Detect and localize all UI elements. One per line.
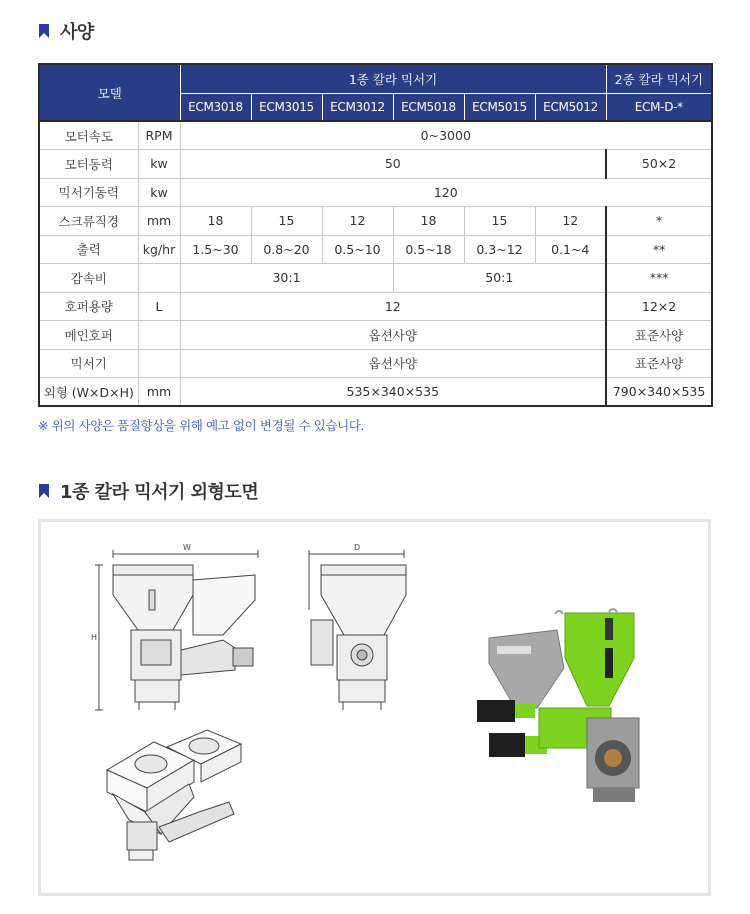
- table-row: [39, 378, 712, 407]
- row-unit: [138, 349, 180, 378]
- front-view-drawing: [93, 540, 293, 720]
- table-row: [39, 292, 712, 321]
- row-cell: 0.5~18: [393, 235, 464, 264]
- table-row: [39, 235, 712, 264]
- table-row: [39, 349, 712, 378]
- row-cell: 15: [464, 207, 535, 236]
- row-cell: 18: [180, 207, 251, 236]
- row-unit: [138, 321, 180, 350]
- spec-table: [38, 63, 713, 407]
- row-label: 출력: [39, 235, 138, 264]
- row-unit: mm: [138, 378, 180, 407]
- dim-h-label: H: [91, 633, 98, 642]
- row-value: 30:1: [180, 264, 393, 293]
- row-value2: 표준사양: [606, 321, 712, 350]
- isometric-drawing: [99, 722, 284, 872]
- drawing-section-title: [38, 478, 258, 504]
- row-cell: 0.1~4: [535, 235, 606, 264]
- table-row: [39, 178, 712, 207]
- row-value: 옵션사양: [180, 349, 606, 378]
- model-header: 모델: [39, 64, 180, 121]
- row-cell: 12: [535, 207, 606, 236]
- row-value2: 50×2: [606, 150, 712, 179]
- row-label: 믹서기동력: [39, 178, 138, 207]
- row-unit: [138, 264, 180, 293]
- spec-change-note: ※ 위의 사양은 품질향상을 위해 예고 없이 변경될 수 있습니다.: [38, 418, 365, 433]
- row-value2: ***: [606, 264, 712, 293]
- row-cell: 12: [322, 207, 393, 236]
- drawing-title-text: 1종 칼라 믹서기 외형도면: [60, 482, 259, 503]
- row-cell: 15: [251, 207, 322, 236]
- row-label: 믹서기: [39, 349, 138, 378]
- side-view-drawing: [299, 540, 449, 720]
- row-label: 외형 (W×D×H): [39, 378, 138, 407]
- row-value: 12: [180, 292, 606, 321]
- row-label: 스크류직경: [39, 207, 138, 236]
- bookmark-flag-icon: [38, 483, 50, 499]
- dim-w-label: W: [183, 543, 191, 552]
- row-value2: 790×340×535: [606, 378, 712, 407]
- row-label: 메인호퍼: [39, 321, 138, 350]
- row-value: 120: [180, 178, 712, 207]
- row-unit: RPM: [138, 121, 180, 150]
- row-unit: L: [138, 292, 180, 321]
- table-row: [39, 121, 712, 150]
- model-name: ECM3015: [251, 93, 322, 121]
- model2-name: ECM-D-*: [606, 93, 712, 121]
- row-label: 호퍼용량: [39, 292, 138, 321]
- row-cell: 18: [393, 207, 464, 236]
- row-cell: 0.8~20: [251, 235, 322, 264]
- row-label: 감속비: [39, 264, 138, 293]
- row-label: 모터속도: [39, 121, 138, 150]
- row-unit: kg/hr: [138, 235, 180, 264]
- row-cell: 0.3~12: [464, 235, 535, 264]
- dim-d-label: D: [354, 543, 361, 552]
- row-cell: 1.5~30: [180, 235, 251, 264]
- table-row: [39, 321, 712, 350]
- row-value: 0~3000: [180, 121, 712, 150]
- group2-header: 2종 칼라 믹서기: [606, 64, 712, 93]
- row-value2: 12×2: [606, 292, 712, 321]
- row-value: 535×340×535: [180, 378, 606, 407]
- row-unit: kw: [138, 178, 180, 207]
- model-name: ECM5015: [464, 93, 535, 121]
- mixer-product-photo: [469, 608, 674, 813]
- bookmark-flag-icon: [38, 23, 50, 39]
- group1-header: 1종 칼라 믹서기: [180, 64, 606, 93]
- row-value: 50: [180, 150, 606, 179]
- model-name: ECM3018: [180, 93, 251, 121]
- row-label: 모터동력: [39, 150, 138, 179]
- drawing-panel: [38, 519, 711, 896]
- row-value: 50:1: [393, 264, 606, 293]
- table-row: [39, 207, 712, 236]
- row-value2: **: [606, 235, 712, 264]
- model-name: ECM5012: [535, 93, 606, 121]
- row-cell: 0.5~10: [322, 235, 393, 264]
- row-value2: 표준사양: [606, 349, 712, 378]
- specs-section-title: [38, 18, 94, 44]
- table-row: [39, 264, 712, 293]
- row-value: 옵션사양: [180, 321, 606, 350]
- row-unit: kw: [138, 150, 180, 179]
- specs-title-text: 사양: [60, 22, 94, 43]
- row-unit: mm: [138, 207, 180, 236]
- table-row: [39, 150, 712, 179]
- model-name: ECM3012: [322, 93, 393, 121]
- row-value2: *: [606, 207, 712, 236]
- model-name: ECM5018: [393, 93, 464, 121]
